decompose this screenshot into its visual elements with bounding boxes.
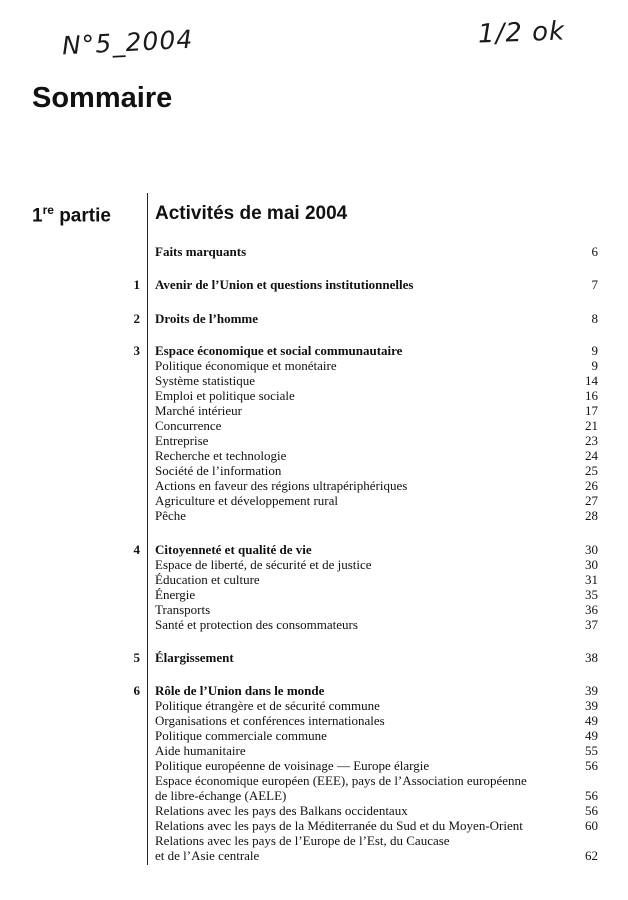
toc-section	[0, 244, 628, 259]
section-number: 6	[133, 683, 140, 698]
entry-title: Politique économique et monétaire	[155, 358, 337, 373]
entry-page-number: 30	[585, 542, 598, 557]
toc-entry[interactable]	[0, 448, 628, 463]
handwritten-note-ok: 1/2 ok	[477, 16, 566, 50]
entry-page-number: 28	[585, 508, 598, 523]
toc-entry[interactable]	[0, 758, 628, 773]
part-label-sup: re	[42, 203, 54, 217]
toc-entry[interactable]	[0, 557, 628, 572]
entry-page-number: 24	[585, 448, 598, 463]
toc-section	[0, 343, 628, 523]
entry-page-number: 49	[585, 713, 598, 728]
entry-page-number: 37	[585, 617, 598, 632]
entry-title: Agriculture et développement rural	[155, 493, 339, 508]
section-number: 5	[133, 650, 140, 665]
toc-entry[interactable]	[0, 493, 628, 508]
toc-entry[interactable]	[0, 818, 628, 833]
section-heading-entry[interactable]	[0, 683, 628, 698]
entry-title: Faits marquants	[155, 244, 247, 259]
entry-page-number: 26	[585, 478, 598, 493]
entry-title: Énergie	[155, 587, 196, 602]
entry-page-number: 62	[585, 848, 598, 863]
toc-entry[interactable]	[0, 788, 628, 803]
entry-page-number: 9	[591, 358, 598, 373]
part-label	[32, 203, 111, 227]
toc-section	[0, 311, 628, 326]
entry-title: Pêche	[155, 508, 187, 523]
entry-page-number: 31	[585, 572, 598, 587]
entry-page-number: 25	[585, 463, 598, 478]
entry-page-number: 7	[591, 277, 598, 292]
entry-page-number: 16	[585, 388, 598, 403]
toc-section	[0, 277, 628, 292]
entry-title: Actions en faveur des régions ultrapériphériques	[155, 478, 408, 493]
entry-title: Concurrence	[155, 418, 222, 433]
entry-title: Transports	[155, 602, 211, 617]
entry-title: Élargissement	[155, 650, 234, 665]
entry-page-number: 23	[585, 433, 598, 448]
toc-entry[interactable]	[0, 848, 628, 863]
toc-entry[interactable]	[0, 728, 628, 743]
page-title: Sommaire	[32, 82, 173, 114]
toc-entry[interactable]	[0, 602, 628, 617]
entry-title: Société de l’information	[155, 463, 282, 478]
toc-entry[interactable]	[0, 617, 628, 632]
entry-page-number: 6	[591, 244, 598, 259]
toc-entry[interactable]	[0, 403, 628, 418]
section-number: 1	[133, 277, 140, 292]
entry-title: Emploi et politique sociale	[155, 388, 295, 403]
toc-entry[interactable]	[0, 743, 628, 758]
section-number: 4	[133, 542, 140, 557]
entry-page-number: 55	[585, 743, 598, 758]
entry-page-number: 30	[585, 557, 598, 572]
toc-entry[interactable]	[0, 773, 628, 788]
entry-page-number: 9	[591, 343, 598, 358]
toc-section	[0, 650, 628, 665]
section-heading-entry[interactable]	[0, 343, 628, 358]
toc-entry[interactable]	[0, 833, 628, 848]
entry-page-number: 39	[585, 683, 598, 698]
entry-title: Santé et protection des consommateurs	[155, 617, 358, 632]
entry-page-number: 56	[585, 803, 598, 818]
entry-title: Système statistique	[155, 373, 256, 388]
entry-title: Marché intérieur	[155, 403, 242, 418]
toc-entry[interactable]	[0, 803, 628, 818]
toc-entry[interactable]	[0, 713, 628, 728]
toc-entry[interactable]	[0, 478, 628, 493]
entry-title: Politique étrangère et de sécurité commune	[155, 698, 380, 713]
toc-entry[interactable]	[0, 373, 628, 388]
entry-page-number: 60	[585, 818, 598, 833]
entry-title: Éducation et culture	[155, 572, 260, 587]
entry-title: Espace économique et social communautaire	[155, 343, 403, 358]
entry-page-number: 36	[585, 602, 598, 617]
toc-entry[interactable]	[0, 698, 628, 713]
entry-title: et de l’Asie centrale	[155, 848, 260, 863]
entry-page-number: 35	[585, 587, 598, 602]
entry-title: Espace économique européen (EEE), pays de l’Association européenne	[155, 773, 527, 788]
section-heading-entry[interactable]	[0, 244, 628, 259]
entry-title: Rôle de l’Union dans le monde	[155, 683, 325, 698]
entry-page-number: 39	[585, 698, 598, 713]
section-heading-entry[interactable]	[0, 650, 628, 665]
entry-page-number: 56	[585, 788, 598, 803]
entry-page-number: 38	[585, 650, 598, 665]
entry-title: Relations avec les pays de la Méditerranée du Sud et du Moyen-Orient	[155, 818, 523, 833]
entry-title: Politique commerciale commune	[155, 728, 327, 743]
part-label-word: partie	[53, 205, 111, 227]
part-label-number: 1	[32, 205, 43, 227]
section-heading-entry[interactable]	[0, 542, 628, 557]
toc-section	[0, 542, 628, 632]
section-heading-entry[interactable]	[0, 311, 628, 326]
entry-page-number: 17	[585, 403, 598, 418]
entry-title: Citoyenneté et qualité de vie	[155, 542, 312, 557]
entry-page-number: 21	[585, 418, 598, 433]
toc-entry[interactable]	[0, 418, 628, 433]
entry-title: Relations avec les pays des Balkans occidentaux	[155, 803, 408, 818]
entry-title: Avenir de l’Union et questions institutionnelles	[155, 277, 414, 292]
toc-section	[0, 683, 628, 863]
part-title: Activités de mai 2004	[155, 203, 348, 224]
entry-page-number: 56	[585, 758, 598, 773]
entry-title: Politique européenne de voisinage — Europe élargie	[155, 758, 430, 773]
section-heading-entry[interactable]	[0, 277, 628, 292]
section-number: 3	[133, 343, 140, 358]
section-number: 2	[133, 311, 140, 326]
toc-entry[interactable]	[0, 508, 628, 523]
entry-title: Espace de liberté, de sécurité et de justice	[155, 557, 372, 572]
entry-title: Recherche et technologie	[155, 448, 287, 463]
entry-page-number: 27	[585, 493, 598, 508]
entry-title: Droits de l’homme	[155, 311, 259, 326]
entry-title: Organisations et conférences internationales	[155, 713, 385, 728]
entry-page-number: 8	[591, 311, 598, 326]
toc-entry[interactable]	[0, 463, 628, 478]
entry-title: Relations avec les pays de l’Europe de l’Est, du Caucase	[155, 833, 450, 848]
toc-entry[interactable]	[0, 572, 628, 587]
toc-entry[interactable]	[0, 433, 628, 448]
entry-title: de libre-échange (AELE)	[155, 788, 287, 803]
entry-page-number: 14	[585, 373, 598, 388]
handwritten-note-issue: N°5_2004	[61, 24, 194, 61]
toc-entry[interactable]	[0, 358, 628, 373]
entry-page-number: 49	[585, 728, 598, 743]
entry-title: Entreprise	[155, 433, 209, 448]
toc-entry[interactable]	[0, 388, 628, 403]
toc-entry[interactable]	[0, 587, 628, 602]
entry-title: Aide humanitaire	[155, 743, 246, 758]
